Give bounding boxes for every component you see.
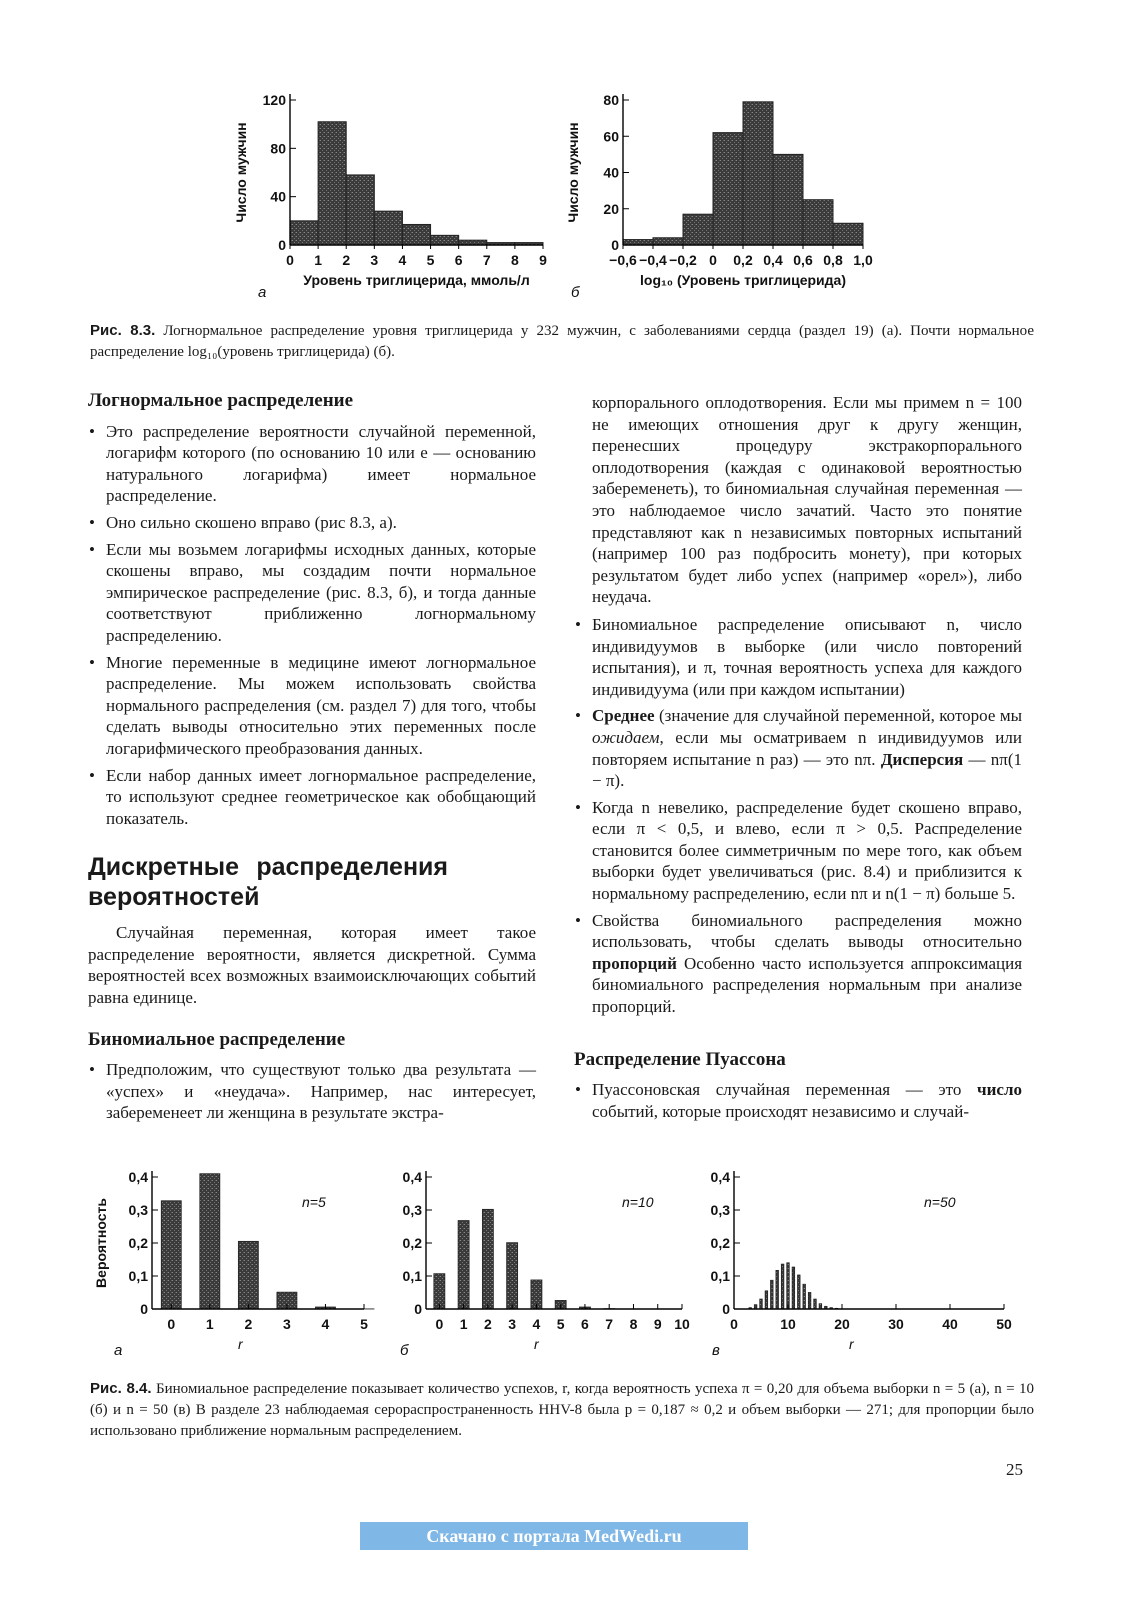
panel-label: б xyxy=(571,284,580,301)
x-tick-label: 4 xyxy=(321,1316,330,1332)
bar xyxy=(814,1299,817,1309)
caption-text: Биномиальное распределение показывает количество успехов, r, когда вероятность успеха π = 0,20 для объема выборки n = 5 (а), n = 10 (б) и n = 50 (в) В разделе 23 наблюдаемая серораспространенность HHV-8 была p = 0,187 ≈ 0,2 и объем выборки — 271; для пропорции было использовано приближение нормальным распределением. xyxy=(90,1381,1034,1439)
section-heading-lognormal: Логнормальное распределение xyxy=(88,390,354,411)
bar xyxy=(760,1299,763,1309)
watermark-banner: Скачано с портала MedWedi.ru xyxy=(360,1522,748,1550)
x-tick-label: 0 xyxy=(286,252,294,268)
x-tick-label: 0 xyxy=(730,1316,738,1332)
bar xyxy=(482,1209,493,1309)
bar xyxy=(507,1243,518,1309)
panel-label: б xyxy=(400,1342,409,1359)
x-tick-label: 7 xyxy=(482,252,491,268)
page-number: 25 xyxy=(1006,1460,1023,1479)
figure-8-3-caption xyxy=(90,320,1034,363)
list-item: • Многие переменные в медицине имеют логнормальное распределение. Мы можем использовать свойства нормального распределения (см. раздел 7) для того, чтобы сделать выводы относительно этих переменных после логарифмического преобразования данных. xyxy=(88,652,536,760)
caption-label: Рис. 8.3. xyxy=(90,322,156,339)
list-item: • Среднее (значение для случайной переменной, которое мы ожидаем, если мы осматриваем n индивидуумов или повторяем испытание n раз) — это nπ. Дисперсия — nπ(1 − π). xyxy=(574,705,1022,791)
y-tick-label: 60 xyxy=(603,128,619,145)
y-tick-label: 0 xyxy=(722,1301,730,1317)
list-item: • Если набор данных имеет логнормальное распределение, то используют среднее геометрическое как обобщающий показатель. xyxy=(88,765,536,830)
y-axis-label: Число мужчин xyxy=(233,122,249,223)
y-tick-label: 0 xyxy=(278,237,286,253)
bar xyxy=(458,1221,469,1309)
caption-text: Логнормальное распределение уровня триглицерида у 232 мужчин, с заболеваниями сердца (раздел 19) (а). Почти нормальное распределение log₁₀(уровень триглицерида) (б). xyxy=(90,323,1034,360)
bar xyxy=(776,1270,779,1309)
binomial-chart-c xyxy=(711,1169,1012,1359)
list-item: • Если мы возьмем логарифмы исходных данных, которые скошены вправо, мы создадим почти нормальное эмпирическое распределение (рис. 8.3, б), и тогда данные соответствуют приближенно логнормальному распределению. xyxy=(88,539,536,647)
y-tick-label: 0,1 xyxy=(710,1268,730,1284)
binomial-chart-b xyxy=(400,1169,690,1359)
bar xyxy=(819,1304,822,1309)
list-item: • Пуассоновская случайная переменная — это число событий, которые происходят независимо и случай- xyxy=(574,1079,1022,1122)
bar xyxy=(798,1275,801,1309)
x-tick-label: −0,2 xyxy=(669,252,697,268)
y-tick-label: 0,1 xyxy=(402,1268,422,1284)
bar xyxy=(771,1280,774,1309)
y-tick-label: 0 xyxy=(140,1301,148,1317)
list-item: • Оно сильно скошено вправо (рис 8.3, а). xyxy=(88,512,536,534)
x-tick-label: 0 xyxy=(709,252,717,268)
section-heading-binomial: Биномиальное распределение xyxy=(88,1028,346,1050)
section-heading-discrete: Дискретные распределения вероятностей xyxy=(88,853,448,912)
x-tick-label: 1 xyxy=(314,252,323,268)
x-tick-label: 2 xyxy=(483,1316,492,1332)
bar xyxy=(200,1174,220,1309)
x-tick-label: 2 xyxy=(244,1316,253,1332)
left-column xyxy=(88,390,536,1129)
y-tick-label: 0,3 xyxy=(402,1202,422,1218)
histogram-bar xyxy=(683,214,713,245)
y-axis-label: Вероятность xyxy=(93,1198,109,1288)
x-tick-label: 6 xyxy=(581,1316,589,1332)
list-item: • Когда n невелико, распределение будет скошено вправо, если π < 0,5, и влево, если π > 0,5. Распределение становится более симметричным по мере того, как объем выборки будет увеличиваться (рис. 8.4) и приблизится к нормальному распределению, если nπ и n(1 − π) больше 5. xyxy=(574,797,1022,905)
x-tick-label: 10 xyxy=(780,1316,796,1332)
x-tick-label: 7 xyxy=(605,1316,614,1332)
y-tick-label: 20 xyxy=(603,200,619,217)
x-tick-label: 3 xyxy=(370,252,379,268)
bar xyxy=(808,1293,811,1310)
histogram-bar xyxy=(459,240,487,245)
x-tick-label: 3 xyxy=(283,1316,291,1332)
y-tick-label: 0,2 xyxy=(402,1235,422,1251)
x-tick-label: 9 xyxy=(653,1316,662,1332)
section-heading-poisson: Распределение Пуассона xyxy=(574,1048,786,1070)
x-tick-label: 2 xyxy=(342,252,351,268)
binomial-chart-a xyxy=(93,1169,374,1359)
x-tick-label: 8 xyxy=(510,252,519,268)
bar xyxy=(792,1267,795,1309)
y-tick-label: 0,4 xyxy=(128,1169,148,1185)
figure-8-4-caption xyxy=(90,1378,1034,1442)
caption-label: Рис. 8.4. xyxy=(90,1380,152,1397)
x-tick-label: 4 xyxy=(532,1316,541,1332)
histogram-bar xyxy=(402,224,430,245)
y-tick-label: 40 xyxy=(603,164,619,181)
x-tick-label: 0,4 xyxy=(763,252,783,268)
x-axis-label: log₁₀ (Уровень триглицерида) xyxy=(640,272,846,288)
n-label: n=10 xyxy=(622,1194,654,1210)
panel-label: а xyxy=(114,1342,123,1359)
histogram-bar xyxy=(773,154,803,245)
discrete-paragraph: Случайная переменная, которая имеет такое распределение вероятности, является дискретной. Сумма вероятностей всех возможных взаимоисключающих событий равна единице. xyxy=(88,923,536,1008)
histogram-bar xyxy=(833,223,863,245)
x-tick-label: 5 xyxy=(426,252,435,268)
y-tick-label: 40 xyxy=(270,188,286,205)
bar xyxy=(434,1274,445,1309)
panel-label: в xyxy=(712,1342,720,1359)
y-tick-label: 0,3 xyxy=(710,1202,730,1218)
x-tick-label: 0 xyxy=(435,1316,444,1332)
histogram-bar xyxy=(713,133,743,245)
bar xyxy=(765,1291,768,1309)
histogram-bar xyxy=(374,211,402,245)
term-proportions: пропорций xyxy=(592,953,677,973)
bar xyxy=(238,1241,258,1309)
histogram-bar xyxy=(346,175,374,245)
bar xyxy=(803,1284,806,1309)
right-column xyxy=(574,392,1022,1127)
histogram-a xyxy=(233,92,547,301)
lognormal-bullet-list xyxy=(88,421,536,830)
x-tick-label: 9 xyxy=(539,252,547,268)
x-tick-label: 10 xyxy=(674,1316,690,1332)
x-tick-label: 1,0 xyxy=(853,252,873,268)
x-tick-label: 0,6 xyxy=(793,252,813,268)
x-tick-label: 5 xyxy=(360,1316,368,1332)
term-expect: ожидаем xyxy=(592,727,660,747)
continuation-paragraph: корпорального оплодотворения. Если мы примем n = 100 не имеющих отношения друг к другу женщин, перенесших процедуру экстракорпорального оплодотворения (каждая с одинаковой вероятностью забеременеть), то биномиальная случайная переменная — это наблюдаемое число зачатий. Часто это понятие представляют как n независимых повторных испытаний (например 100 раз подбросить монету), при которых результатом будет либо успех (например «орел»), либо неудача. xyxy=(592,393,1022,607)
histogram-bar xyxy=(653,238,683,245)
x-tick-label: 6 xyxy=(454,252,463,268)
x-tick-label: 20 xyxy=(834,1316,850,1332)
x-tick-label: 1 xyxy=(459,1316,468,1332)
x-tick-label: 3 xyxy=(508,1316,517,1332)
x-axis-label: r xyxy=(849,1336,854,1352)
x-tick-label: 8 xyxy=(629,1316,638,1332)
y-tick-label: 0,4 xyxy=(402,1169,422,1185)
x-tick-label: 1 xyxy=(205,1316,214,1332)
term-variance: Дисперсия xyxy=(880,749,964,769)
n-label: n=5 xyxy=(302,1194,326,1210)
x-tick-label: 50 xyxy=(996,1316,1012,1332)
x-tick-label: 40 xyxy=(942,1316,958,1332)
x-axis-label: r xyxy=(534,1336,539,1352)
y-tick-label: 0,2 xyxy=(128,1235,148,1251)
histogram-b xyxy=(565,92,873,301)
term-mean: Среднее xyxy=(592,706,655,726)
histogram-bar xyxy=(743,102,773,245)
list-item: • Биномиальное распределение описывают n, число индивидуумов в выборке (или число повторений испытания), и π, точная вероятность успеха для каждого индивидуума (или при каждом испытании) xyxy=(574,614,1022,700)
x-tick-label: 30 xyxy=(888,1316,904,1332)
y-tick-label: 0,3 xyxy=(128,1202,148,1218)
n-label: n=50 xyxy=(924,1194,956,1210)
y-tick-label: 0 xyxy=(611,237,619,253)
y-tick-label: 0 xyxy=(414,1301,422,1317)
y-tick-label: 0,4 xyxy=(710,1169,730,1185)
bar xyxy=(781,1264,784,1309)
bar xyxy=(787,1263,790,1309)
panel-label: а xyxy=(258,284,267,301)
list-item: • Предположим, что существуют только два результата — «успех» и «неудача». Например, нас интересует, забеременеет ли женщина в результате экстра- xyxy=(88,1059,536,1124)
x-tick-label: 0 xyxy=(167,1316,176,1332)
x-tick-label: 0,2 xyxy=(733,252,753,268)
x-axis-label: Уровень триглицерида, ммоль/л xyxy=(303,272,530,288)
histogram-bar xyxy=(290,221,318,245)
list-item: • Это распределение вероятности случайной переменной, логарифм которого (по основанию 10 или e — основанию натурального логарифма) имеет нормальное распределение. xyxy=(88,421,536,507)
y-tick-label: 80 xyxy=(270,140,286,157)
histogram-bar xyxy=(431,235,459,245)
x-tick-label: 5 xyxy=(556,1316,565,1332)
list-item: • Свойства биномиального распределения можно использовать, чтобы сделать выводы относительно пропорций Особенно часто используется аппроксимация биномиального распределения нормальным при анализе пропорций. xyxy=(574,910,1022,1018)
x-tick-label: −0,4 xyxy=(639,252,667,268)
y-tick-label: 120 xyxy=(262,92,286,108)
x-tick-label: −0,6 xyxy=(609,252,637,268)
figure-8-4 xyxy=(80,1160,1040,1370)
histogram-bar xyxy=(318,122,346,245)
figure-8-3 xyxy=(200,80,920,310)
x-axis-label: r xyxy=(238,1336,243,1352)
histogram-bar xyxy=(803,200,833,245)
x-tick-label: 0,8 xyxy=(823,252,843,268)
y-tick-label: 0,1 xyxy=(128,1268,148,1284)
bar xyxy=(161,1201,181,1309)
y-tick-label: 0,2 xyxy=(710,1235,730,1251)
histogram-bar xyxy=(623,240,653,245)
y-axis-label: Число мужчин xyxy=(565,122,581,223)
y-tick-label: 80 xyxy=(603,92,619,108)
x-tick-label: 4 xyxy=(398,252,407,268)
